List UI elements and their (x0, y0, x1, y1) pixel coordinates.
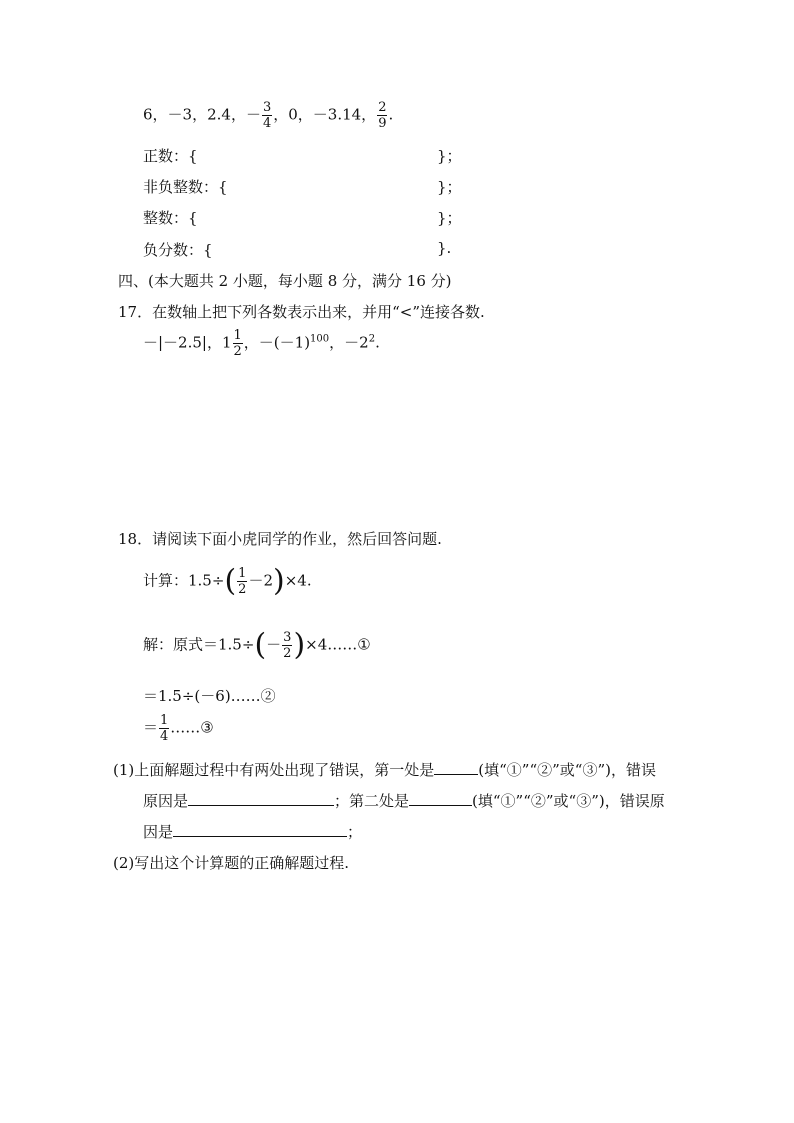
right-paren: ) (293, 627, 306, 663)
fraction-1-2 (233, 328, 243, 359)
frac-den: 2 (238, 582, 247, 597)
frac-den: 9 (378, 116, 387, 131)
frac-den: 4 (262, 116, 272, 131)
calc-label: 计算：1.5÷ (143, 571, 225, 590)
part1-text-c: 原因是 (143, 792, 189, 810)
part1-text-g: ； (347, 823, 363, 841)
step3-equals: ＝ (143, 718, 159, 737)
list-text-a: 6，－3，2.4，－ (143, 105, 261, 124)
q18-calc (143, 563, 312, 599)
q18-title: 18．请阅读下面小虎同学的作业，然后回答问题. (118, 530, 442, 548)
frac-num: 1 (238, 566, 247, 581)
fraction-2-9 (377, 100, 387, 131)
frac-den: 4 (160, 729, 169, 744)
list-text-end: . (388, 105, 394, 124)
category-nonneg-int-close: }； (437, 178, 462, 196)
q18-part1-line3 (143, 821, 362, 842)
category-positive-close: }； (437, 147, 462, 165)
number-list (143, 100, 393, 131)
frac-num: 3 (283, 630, 292, 645)
right-paren: ) (272, 563, 285, 599)
q18-solution-step2: ＝1.5÷(－6)……② (143, 687, 276, 705)
answer-blank-second-location[interactable] (409, 791, 472, 806)
frac-num: 3 (262, 100, 272, 115)
part1-text-d: ；第二处是 (334, 792, 410, 810)
category-nonneg-int-label: 非负整数：{ (143, 178, 228, 196)
section-4-heading: 四、(本大题共 2 小题，每小题 8 分，满分 16 分) (118, 272, 452, 290)
q18-part1-line1 (113, 759, 656, 780)
left-paren: ( (224, 563, 237, 599)
q17-expr-a: －|－2.5|，1 (143, 333, 232, 352)
q17-expression (143, 328, 380, 359)
frac-num: 1 (233, 328, 242, 343)
category-neg-frac-label: 负分数：{ (143, 241, 213, 259)
q17-expr-b: ，－(－1) (243, 333, 311, 352)
q18-part2: (2)写出这个计算题的正确解题过程. (113, 854, 350, 872)
q17-exponent-100: 100 (310, 333, 330, 345)
frac-den: 2 (233, 344, 242, 359)
frac-num: 1 (160, 713, 169, 728)
q18-solution-step1 (143, 627, 371, 663)
q17-expr-d: . (375, 333, 380, 352)
category-integer-label: 整数：{ (143, 209, 198, 227)
q17-expr-c: ，－2 (329, 333, 369, 352)
part1-text-f: 因是 (143, 823, 174, 841)
category-positive-label: 正数：{ (143, 147, 198, 165)
left-paren: ( (254, 627, 267, 663)
answer-blank-first-reason[interactable] (188, 791, 334, 806)
q18-part1-line2 (143, 790, 665, 811)
list-text-b: ，0，－3.14， (273, 105, 377, 124)
frac-num: 2 (378, 100, 387, 115)
q17-title: 17．在数轴上把下列各数表示出来，并用“<”连接各数. (118, 303, 485, 321)
fraction-3-2 (282, 630, 292, 661)
category-integer-close: }； (437, 209, 462, 227)
step3-end: ……③ (170, 718, 214, 737)
part1-text-a: (1)上面解题过程中有两处出现了错误，第一处是 (113, 761, 435, 779)
category-neg-frac-close: }. (437, 239, 452, 257)
calc-end: ×4. (284, 571, 312, 590)
fraction-3-4 (262, 100, 272, 131)
fraction-1-4 (159, 713, 169, 744)
q18-solution-step3 (143, 713, 214, 744)
answer-blank-second-reason[interactable] (173, 822, 347, 837)
part1-text-b: (填“①”“②”或“③”)，错误 (478, 761, 656, 779)
fraction-1-2 (237, 566, 247, 597)
frac-den: 2 (283, 646, 292, 661)
calc-minus-2: －2 (248, 571, 273, 590)
solution-step1-end: ×4……① (305, 635, 371, 654)
solution-minus: － (266, 635, 282, 654)
q17-exponent-2: 2 (368, 333, 376, 345)
answer-blank-first-location[interactable] (434, 760, 478, 775)
part1-text-e: (填“①”“②”或“③”)，错误原 (472, 792, 665, 810)
solution-label: 解：原式＝1.5÷ (143, 635, 255, 654)
